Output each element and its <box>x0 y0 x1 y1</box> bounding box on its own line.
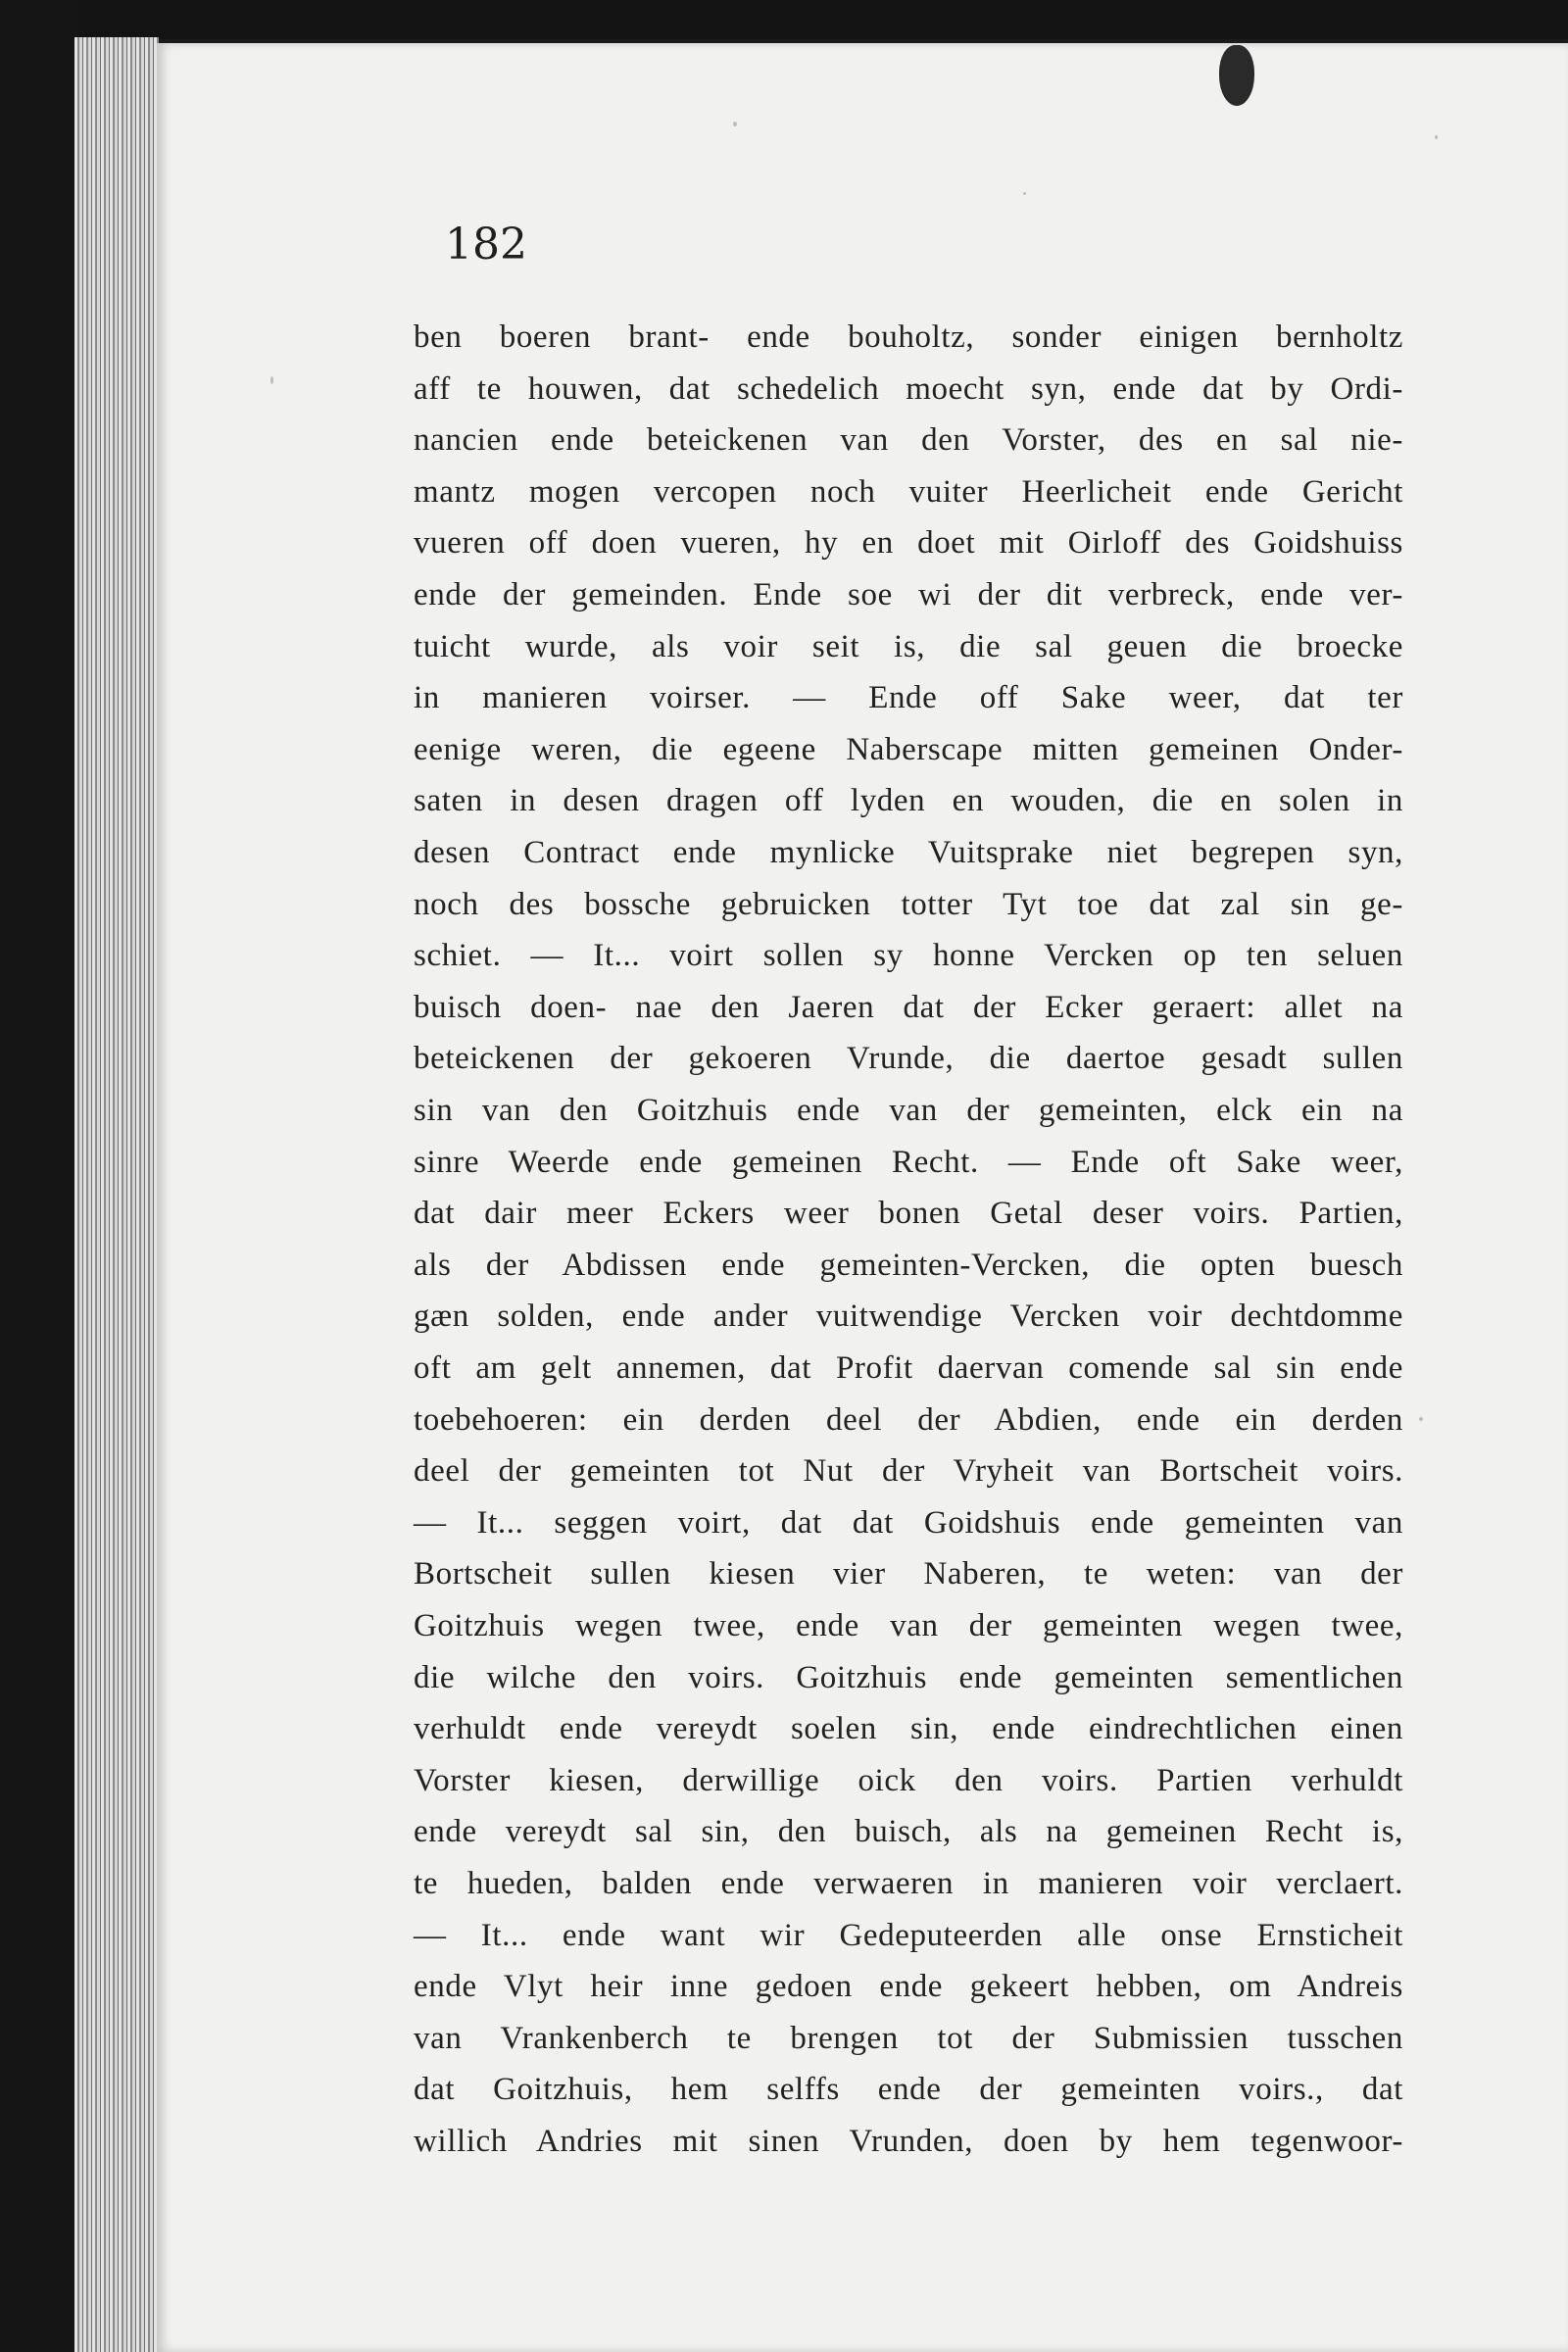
text-line: sinre Weerde ende gemeinen Recht. — Ende oft Sake weer, <box>414 1144 1403 1180</box>
text-line: eenige weren, die egeene Naberscape mitten gemeinen Onder- <box>414 731 1403 767</box>
text-line: gæn solden, ende ander vuitwendige Vercken voir dechtdomme <box>414 1298 1403 1335</box>
page-number: 182 <box>445 220 527 270</box>
text-line: Vorster kiesen, derwillige oick den voirs. Partien verhuldt <box>414 1762 1403 1798</box>
text-line: ende der gemeinden. Ende soe wi der dit verbreck, ende ver- <box>414 577 1403 612</box>
text-line: willich Andries mit sinen Vrunden, doen by hem tegenwoor- <box>414 2124 1403 2159</box>
text-line: aff te houwen, dat schedelich moecht syn, ende dat by Ordi- <box>414 370 1403 407</box>
text-line: mantz mogen vercopen noch vuiter Heerlicheit ende Gericht <box>414 473 1403 510</box>
text-line: — It... ende want wir Gedeputeerden alle onse Ernsticheit <box>414 1917 1403 1953</box>
text-line: tuicht wurde, als voir seit is, die sal geuen die broecke <box>414 628 1403 664</box>
text-line: Goitzhuis wegen twee, ende van der gemeinten wegen twee, <box>414 1608 1403 1643</box>
text-line: te hueden, balden ende verwaeren in manieren voir verclaert. <box>414 1866 1403 1901</box>
text-line: ende vereydt sal sin, den buisch, als na gemeinen Recht is, <box>414 1814 1403 1850</box>
text-line: — It... seggen voirt, dat dat Goidshuis ende gemeinten van <box>414 1504 1403 1541</box>
text-line: noch des bossche gebruicken totter Tyt toe dat zal sin ge- <box>414 886 1403 922</box>
text-line: saten in desen dragen off lyden en wouden, die en solen in <box>414 783 1403 819</box>
text-line: beteickenen der gekoeren Vrunde, die daertoe gesadt sullen <box>414 1041 1403 1077</box>
text-line: oft am gelt annemen, dat Profit daervan comende sal sin ende <box>414 1350 1403 1386</box>
text-line: verhuldt ende vereydt soelen sin, ende eindrechtlichen einen <box>414 1711 1403 1747</box>
text-line: toebehoeren: ein derden deel der Abdien, ende ein derden <box>414 1401 1403 1438</box>
text-line: dat Goitzhuis, hem selffs ende der gemeinten voirs., dat <box>414 2072 1403 2108</box>
text-line: als der Abdissen ende gemeinten-Vercken, die opten buesch <box>414 1247 1403 1283</box>
text-line: die wilche den voirs. Goitzhuis ende gemeinten sementlichen <box>414 1659 1403 1695</box>
text-line: Bortscheit sullen kiesen vier Naberen, te weten: van der <box>414 1556 1403 1592</box>
text-line: dat dair meer Eckers weer bonen Getal deser voirs. Partien, <box>414 1196 1403 1232</box>
text-line: ben boeren brant- ende bouholtz, sonder einigen bernholtz <box>414 319 1403 355</box>
text-line: deel der gemeinten tot Nut der Vryheit van Bortscheit voirs. <box>414 1453 1403 1490</box>
text-line: ende Vlyt heir inne gedoen ende gekeert hebben, om Andreis <box>414 1969 1403 2005</box>
text-line: vueren off doen vueren, hy en doet mit Oirloff des Goidshuiss <box>414 525 1403 562</box>
text-line: sin van den Goitzhuis ende van der gemeinten, elck ein na <box>414 1093 1403 1128</box>
text-line: in manieren voirser. — Ende off Sake weer, dat ter <box>414 680 1403 716</box>
text-line: buisch doen- nae den Jaeren dat der Ecker geraert: allet na <box>414 989 1403 1025</box>
text-line: schiet. — It... voirt sollen sy honne Vercken op ten seluen <box>414 938 1403 974</box>
text-line: nancien ende beteickenen van den Vorster, des en sal nie- <box>414 422 1403 459</box>
text-line: desen Contract ende mynlicke Vuitsprake niet begrepen syn, <box>414 835 1403 870</box>
text-line: van Vrankenberch te brengen tot der Submissien tusschen <box>414 2020 1403 2056</box>
